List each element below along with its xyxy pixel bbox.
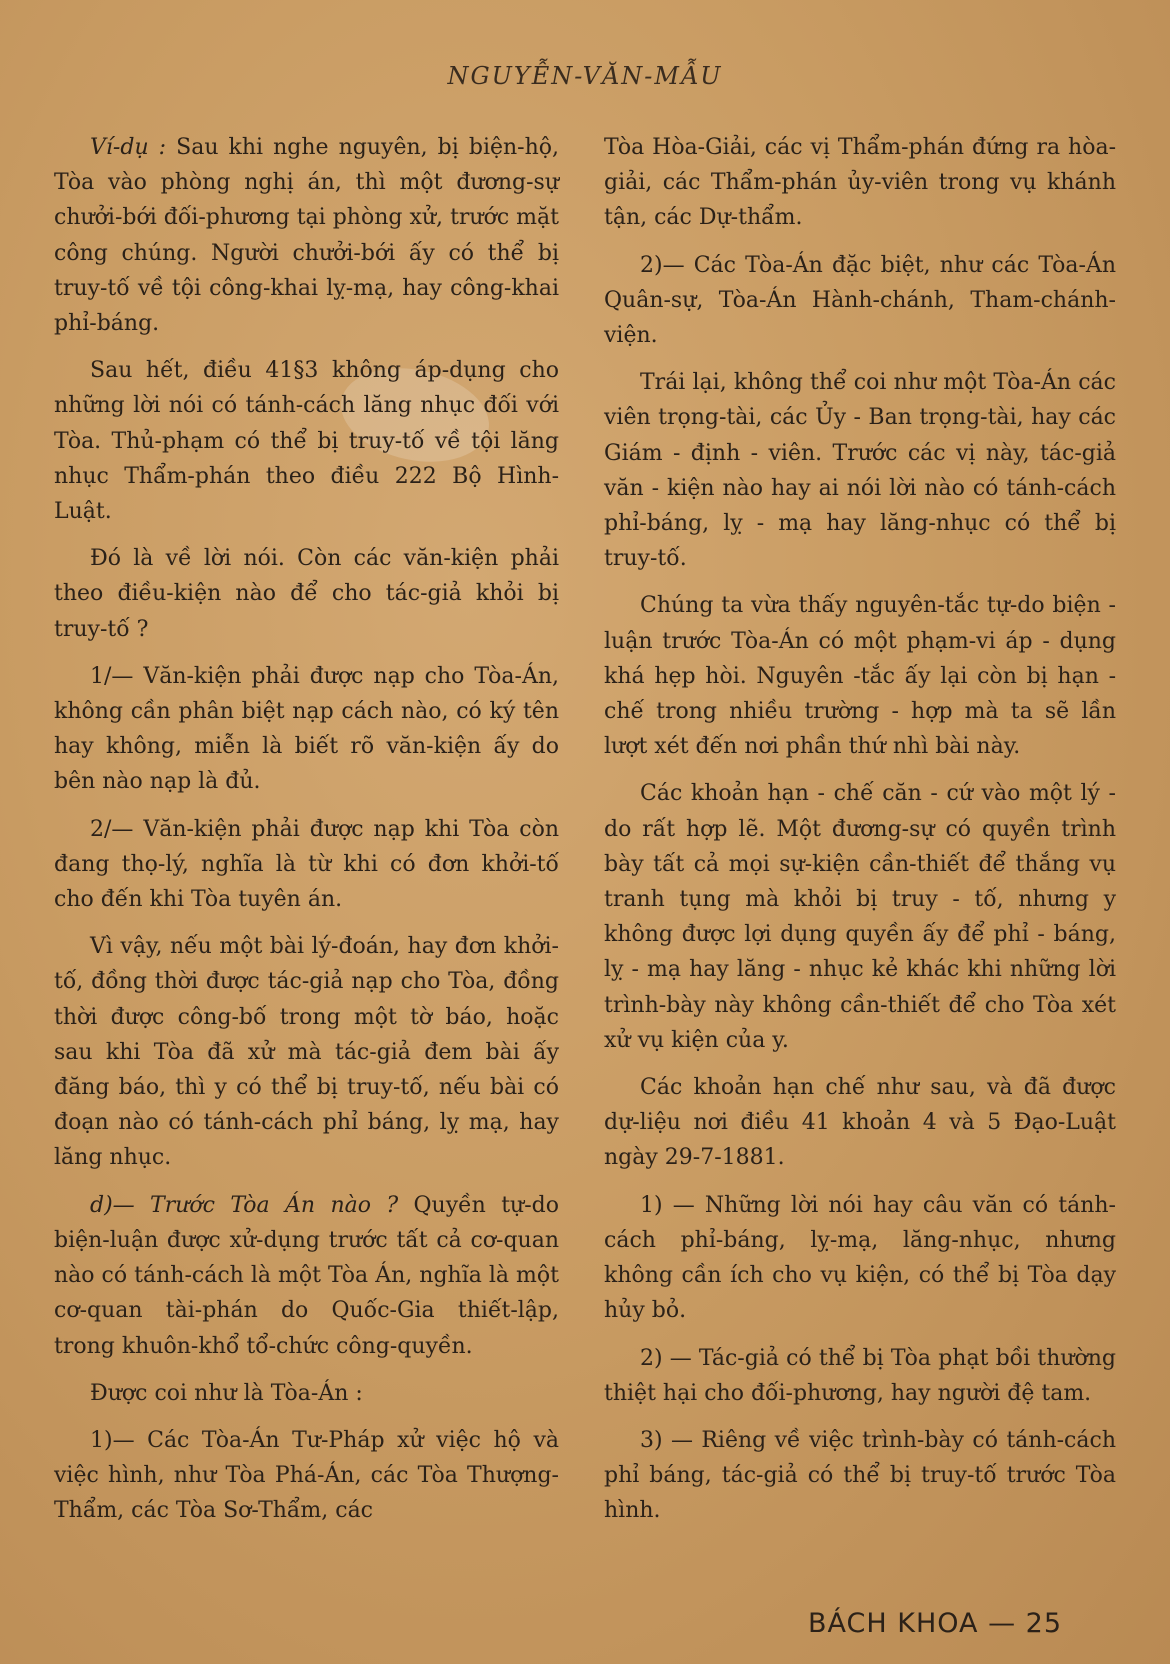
paragraph: Các khoản hạn - chế căn - cứ vào một lý - do rất hợp lẽ. Một đương-sự có quyền trình bày tất cả mọi sự-kiện cần-thiết để thắng vụ tranh tụng mà khỏi bị truy - tố, nhưng y không được lợi dụng quyền ấy để phỉ - báng, lỵ - mạ hay lăng - nhục kẻ khác khi những lời trình-bày này không cần-thiết để cho Tòa xét xử vụ kiện của y. [604,781,1116,1053]
paragraph: Tòa Hòa-Giải, các vị Thẩm-phán đứng ra hòa-giải, các Thẩm-phán ủy-viên trong vụ khánh tận, các Dự-thẩm. [604,135,1116,231]
paragraph-text: Quyền tự-do biện-luận được xử-dụng trước tất cả cơ-quan nào có tánh-cách là một Tòa Án, nghĩa là một cơ-quan tài-phán do Quốc-Gia thiết-lập, trong khuôn-khổ tổ-chức công-quyền. [54,1192,559,1359]
paragraph: Được coi như là Tòa-Án : [90,1380,363,1406]
left-column [54,130,559,1541]
paragraph: 1) — Những lời nói hay câu văn có tánh-cách phỉ-báng, lỵ-mạ, lăng-nhục, nhưng không cần ích cho vụ kiện, có thể bị Tòa dạy hủy bỏ. [604,1192,1116,1324]
right-column [604,130,1116,1541]
paragraph: 1/— Văn-kiện phải được nạp cho Tòa-Án, không cần phân biệt nạp cách nào, có ký tên hay không, miễn là biết rõ văn-kiện ấy do bên nào nạp là đủ. [54,663,559,795]
paragraph: 2/— Văn-kiện phải được nạp khi Tòa còn đang thọ-lý, nghĩa là từ khi có đơn khởi-tố cho đến khi Tòa tuyên án. [54,816,559,913]
paragraph: Vì vậy, nếu một bài lý-đoán, hay đơn khởi-tố, đồng thời được tác-giả nạp cho Tòa, đồng thời được công-bố trong một tờ báo, hoặc sau khi Tòa đã xử mà tác-giả đem bài ấy đăng báo, thì y có thể bị truy-tố, nếu bài có đoạn nào có tánh-cách phỉ báng, lỵ mạ, hay lăng nhục. [54,934,559,1171]
paragraph-text: Sau khi nghe nguyên, bị biện-hộ, Tòa vào phòng nghị án, thì một đương-sự chưởi-bới đối-phương tại phòng xử, trước mặt công chúng. Người chưởi-bới ấy có thể bị truy-tố về tội công-khai lỵ-mạ, hay công-khai phỉ-báng. [54,135,560,337]
paragraph: 2)— Các Tòa-Án đặc biệt, như các Tòa-Án Quân-sự, Tòa-Án Hành-chánh, Tham-chánh-viện. [604,252,1116,349]
paragraph: Đó là về lời nói. Còn các văn-kiện phải theo điều-kiện nào để cho tác-giả khỏi bị truy-tố ? [54,546,559,642]
paragraph: Trái lại, không thể coi như một Tòa-Án các viên trọng-tài, các Ủy - Ban trọng-tài, hay các Giám - định - viên. Trước các vị này, tác-giả văn - kiện nào hay ai nói lời nào có tánh-cách phỉ-báng, lỵ - mạ hay lăng-nhục có thể bị truy-tố. [604,370,1116,572]
paragraph: 1)— Các Tòa-Án Tư-Pháp xử việc hộ và việc hình, như Tòa Phá-Án, các Tòa Thượng-Thẩm, các Tòa Sơ-Thẩm, các [54,1427,559,1524]
paragraph: Sau hết, điều 41§3 không áp-dụng cho những lời nói có tánh-cách lăng nhục đối với Tòa. Thủ-phạm có thể bị truy-tố về tội lăng nhục Thẩm-phán theo điều 222 Bộ Hình-Luật. [54,358,559,525]
paragraph: 3) — Riêng về việc trình-bày có tánh-cách phỉ báng, tác-giả có thể bị truy-tố trước Tòa hình. [604,1427,1116,1524]
paragraph: 2) — Tác-giả có thể bị Tòa phạt bồi thường thiệt hại cho đối-phương, hay người đệ tam. [604,1345,1116,1406]
paragraph: Các khoản hạn chế như sau, và đã được dự-liệu nơi điều 41 khoản 4 và 5 Đạo-Luật ngày 29-7-1881. [604,1075,1116,1171]
paragraph [54,1188,559,1364]
example-label: Ví-dụ : [90,135,167,160]
paragraph: Chúng ta vừa thấy nguyên-tắc tự-do biện - luận trước Tòa-Án có một phạm-vi áp - dụng khá hẹp hòi. Nguyên -tắc ấy lại còn bị hạn - chế trong nhiều trường - hợp mà ta sẽ lần lượt xét đến nơi phần thứ nhì bài này. [604,593,1116,760]
paragraph [54,130,559,341]
page-footer: BÁCH KHOA — 25 [808,1608,1063,1639]
running-header: NGUYỄN-VĂN-MẪU [447,62,723,90]
section-heading: d)— Trước Tòa Án nào ? [90,1192,399,1218]
